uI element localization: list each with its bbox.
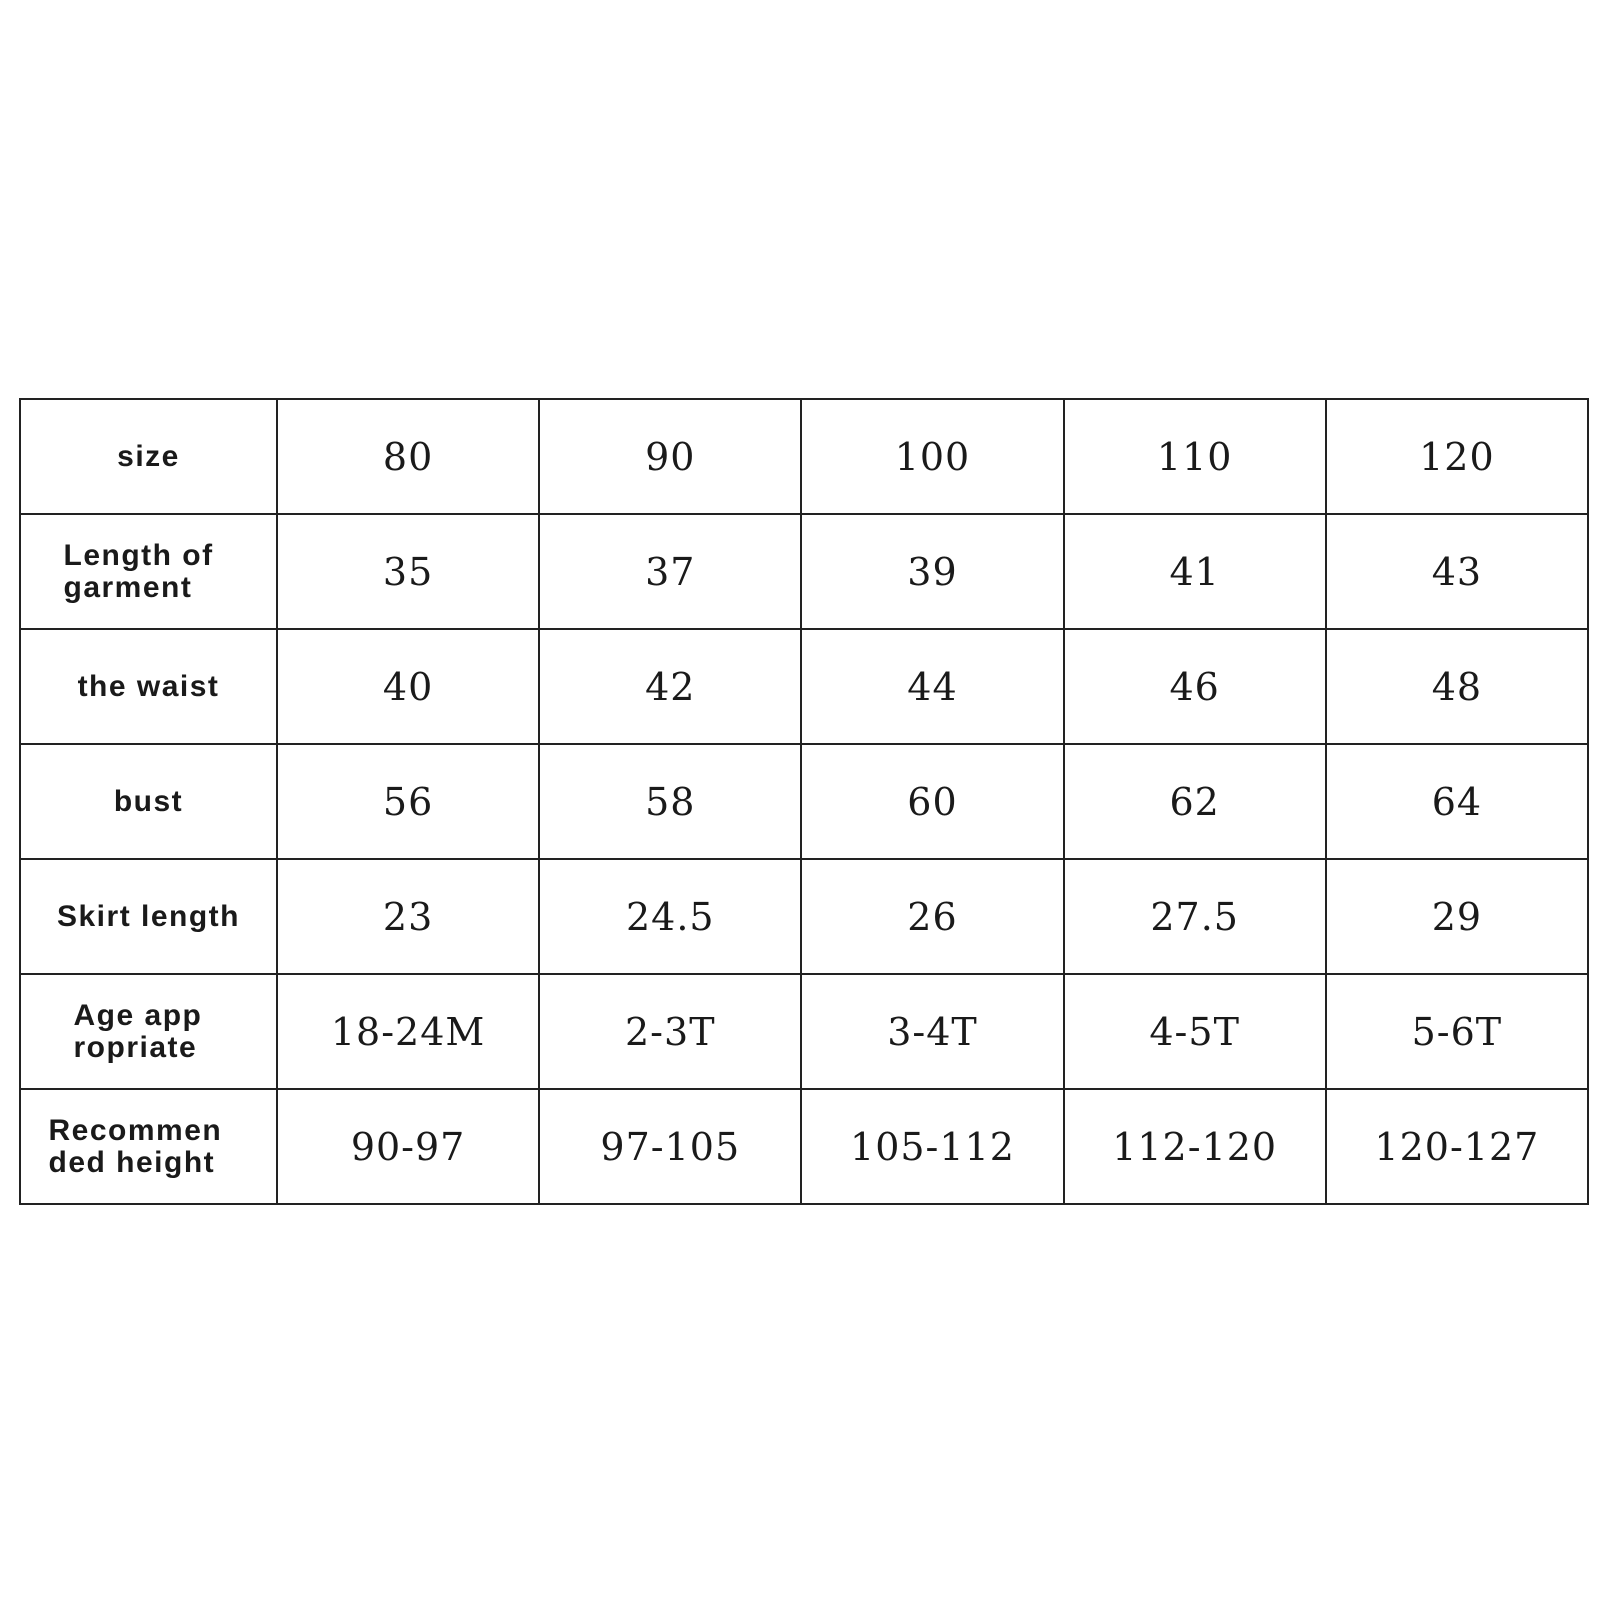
table-cell: 37 bbox=[539, 514, 801, 629]
table-cell: 56 bbox=[277, 744, 539, 859]
table-cell: 29 bbox=[1326, 859, 1588, 974]
table-row-skirt-length bbox=[20, 859, 1588, 974]
row-label-cell bbox=[20, 399, 277, 514]
table-cell: 41 bbox=[1064, 514, 1326, 629]
table-cell: 23 bbox=[277, 859, 539, 974]
table-cell: 105-112 bbox=[801, 1089, 1063, 1204]
table-cell: 2-3T bbox=[539, 974, 801, 1089]
row-label: Recommen ded height bbox=[48, 1113, 223, 1179]
table-cell: 27.5 bbox=[1064, 859, 1326, 974]
table-cell: 24.5 bbox=[539, 859, 801, 974]
row-label-cell bbox=[20, 629, 277, 744]
table-cell: 3-4T bbox=[801, 974, 1063, 1089]
table-cell: 90-97 bbox=[277, 1089, 539, 1204]
table-cell: 26 bbox=[801, 859, 1063, 974]
table-cell: 39 bbox=[801, 514, 1063, 629]
table-row-bust bbox=[20, 744, 1588, 859]
table-cell: 112-120 bbox=[1064, 1089, 1326, 1204]
row-label: Age app ropriate bbox=[73, 998, 203, 1064]
row-label-cell bbox=[20, 744, 277, 859]
row-label: Skirt length bbox=[56, 899, 240, 933]
table-cell: 4-5T bbox=[1064, 974, 1326, 1089]
table-cell: 100 bbox=[801, 399, 1063, 514]
row-label-cell bbox=[20, 514, 277, 629]
table-cell: 64 bbox=[1326, 744, 1588, 859]
table-row-size bbox=[20, 399, 1588, 514]
table-cell: 44 bbox=[801, 629, 1063, 744]
table-cell: 5-6T bbox=[1326, 974, 1588, 1089]
table-cell: 43 bbox=[1326, 514, 1588, 629]
table-cell: 42 bbox=[539, 629, 801, 744]
row-label-cell bbox=[20, 974, 277, 1089]
table-cell: 60 bbox=[801, 744, 1063, 859]
table-cell: 97-105 bbox=[539, 1089, 801, 1204]
row-label: bust bbox=[113, 784, 184, 818]
table-row-length-of-garment bbox=[20, 514, 1588, 629]
row-label-cell bbox=[20, 859, 277, 974]
table-cell: 120-127 bbox=[1326, 1089, 1588, 1204]
table-cell: 58 bbox=[539, 744, 801, 859]
row-label-cell bbox=[20, 1089, 277, 1204]
table-row-age-appropriate bbox=[20, 974, 1588, 1089]
table-cell: 46 bbox=[1064, 629, 1326, 744]
table-cell: 62 bbox=[1064, 744, 1326, 859]
table-cell: 120 bbox=[1326, 399, 1588, 514]
table-cell: 110 bbox=[1064, 399, 1326, 514]
table-cell: 48 bbox=[1326, 629, 1588, 744]
table-cell: 18-24M bbox=[277, 974, 539, 1089]
table-row-the-waist bbox=[20, 629, 1588, 744]
row-label: size bbox=[117, 439, 180, 473]
table-cell: 40 bbox=[277, 629, 539, 744]
size-chart-body bbox=[20, 399, 1588, 1204]
table-row-recommended-height bbox=[20, 1089, 1588, 1204]
row-label: Length of garment bbox=[63, 538, 214, 604]
table-cell: 35 bbox=[277, 514, 539, 629]
table-cell: 80 bbox=[277, 399, 539, 514]
table-cell: 90 bbox=[539, 399, 801, 514]
row-label: the waist bbox=[77, 669, 220, 703]
size-chart-table bbox=[19, 398, 1589, 1205]
